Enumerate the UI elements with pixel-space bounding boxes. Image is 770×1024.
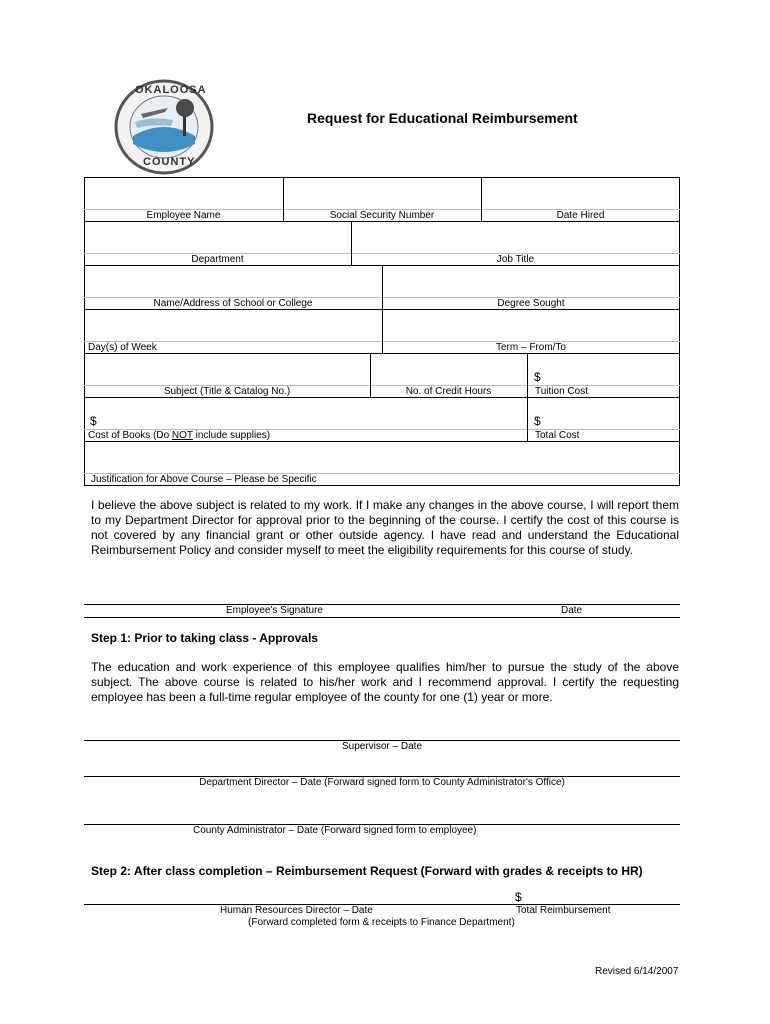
job-title-label: Job Title	[496, 254, 535, 265]
days-field[interactable]	[85, 310, 381, 341]
degree-field[interactable]	[383, 266, 679, 297]
employee-signature-label: Employee's Signature	[226, 605, 323, 616]
tuition-dollar-sign: $	[534, 370, 541, 384]
total-reimbursement-label: Total Reimbursement	[516, 905, 611, 916]
dept-director-label: Department Director – Date (Forward signed form to County Administrator's Office)	[199, 777, 565, 788]
signature-date-label: Date	[561, 605, 583, 616]
tuition-label: Tuition Cost	[535, 386, 588, 397]
step2-heading: Step 2: After class completion – Reimbursement Request (Forward with grades & receipts to HR)	[91, 864, 643, 878]
logo-bottom-text: COUNTY	[143, 156, 196, 168]
finance-forward-note: (Forward completed form & receipts to Finance Department)	[248, 917, 515, 928]
justification-label: Justification for Above Course – Please be Specific	[91, 474, 317, 485]
dept-director-signature-field[interactable]	[84, 758, 680, 776]
department-field[interactable]	[85, 222, 350, 253]
books-cost-field[interactable]	[85, 398, 526, 429]
date-hired-label: Date Hired	[556, 210, 605, 221]
supervisor-label: Supervisor – Date	[341, 741, 423, 752]
date-hired-field[interactable]	[482, 178, 679, 209]
school-field[interactable]	[85, 266, 381, 297]
degree-label: Degree Sought	[497, 298, 565, 309]
total-dollar-sign: $	[534, 414, 541, 428]
revised-date: Revised 6/14/2007	[595, 966, 679, 977]
certification-statement: I believe the above subject is related to my work. If I make any changes in the above course, I will report them to my Department Director for approval prior to the beginning of the course. I certify the cost of this course is not covered by any financial grant or other outside agency. I have read and understand the Educational Reimbursement Policy and consider myself to meet the eligibility requirements for this course of study.	[91, 498, 679, 557]
total-cost-field[interactable]	[528, 398, 679, 429]
step1-heading: Step 1: Prior to taking class - Approvals	[91, 631, 318, 645]
county-admin-label: County Administrator – Date (Forward signed form to employee)	[193, 825, 477, 836]
hr-director-label: Human Resources Director – Date	[220, 905, 373, 916]
term-field[interactable]	[383, 310, 679, 341]
books-dollar-sign: $	[90, 414, 97, 428]
ssn-field[interactable]	[284, 178, 480, 209]
credit-hours-label: No. of Credit Hours	[405, 386, 492, 397]
days-label: Day(s) of Week	[88, 342, 157, 353]
tuition-field[interactable]	[528, 354, 679, 385]
reimbursement-dollar-sign: $	[515, 890, 522, 904]
school-label: Name/Address of School or College	[153, 298, 313, 309]
logo-top-text: OKALOOSA	[135, 84, 207, 96]
justification-field[interactable]	[85, 442, 679, 473]
employee-name-label: Employee Name	[146, 210, 221, 221]
credit-hours-field[interactable]	[371, 354, 526, 385]
term-label: Term – From/To	[495, 342, 566, 353]
employee-signature-field[interactable]	[84, 586, 680, 604]
county-admin-signature-field[interactable]	[84, 806, 680, 824]
subject-field[interactable]	[85, 354, 369, 385]
page-title: Request for Educational Reimbursement	[307, 110, 578, 126]
job-title-field[interactable]	[352, 222, 679, 253]
employee-name-field[interactable]	[85, 178, 282, 209]
books-label: Cost of Books (Do NOT include supplies)	[88, 430, 271, 441]
subject-label: Subject (Title & Catalog No.)	[163, 386, 291, 397]
county-seal-logo	[113, 78, 215, 176]
total-cost-label: Total Cost	[535, 430, 580, 441]
step1-text: The education and work experience of this employee qualifies him/her to pursue the study of the above subject. The above course is related to his/her work and I recommend approval. I certify the requesting employee has been a full-time regular employee of the county for one (1) year or more.	[91, 660, 679, 704]
hr-director-signature-field[interactable]	[84, 887, 680, 904]
ssn-label: Social Security Number	[329, 210, 435, 221]
supervisor-signature-field[interactable]	[84, 722, 680, 740]
books-not-emphasis: NOT	[171, 430, 193, 441]
department-label: Department	[191, 254, 244, 265]
